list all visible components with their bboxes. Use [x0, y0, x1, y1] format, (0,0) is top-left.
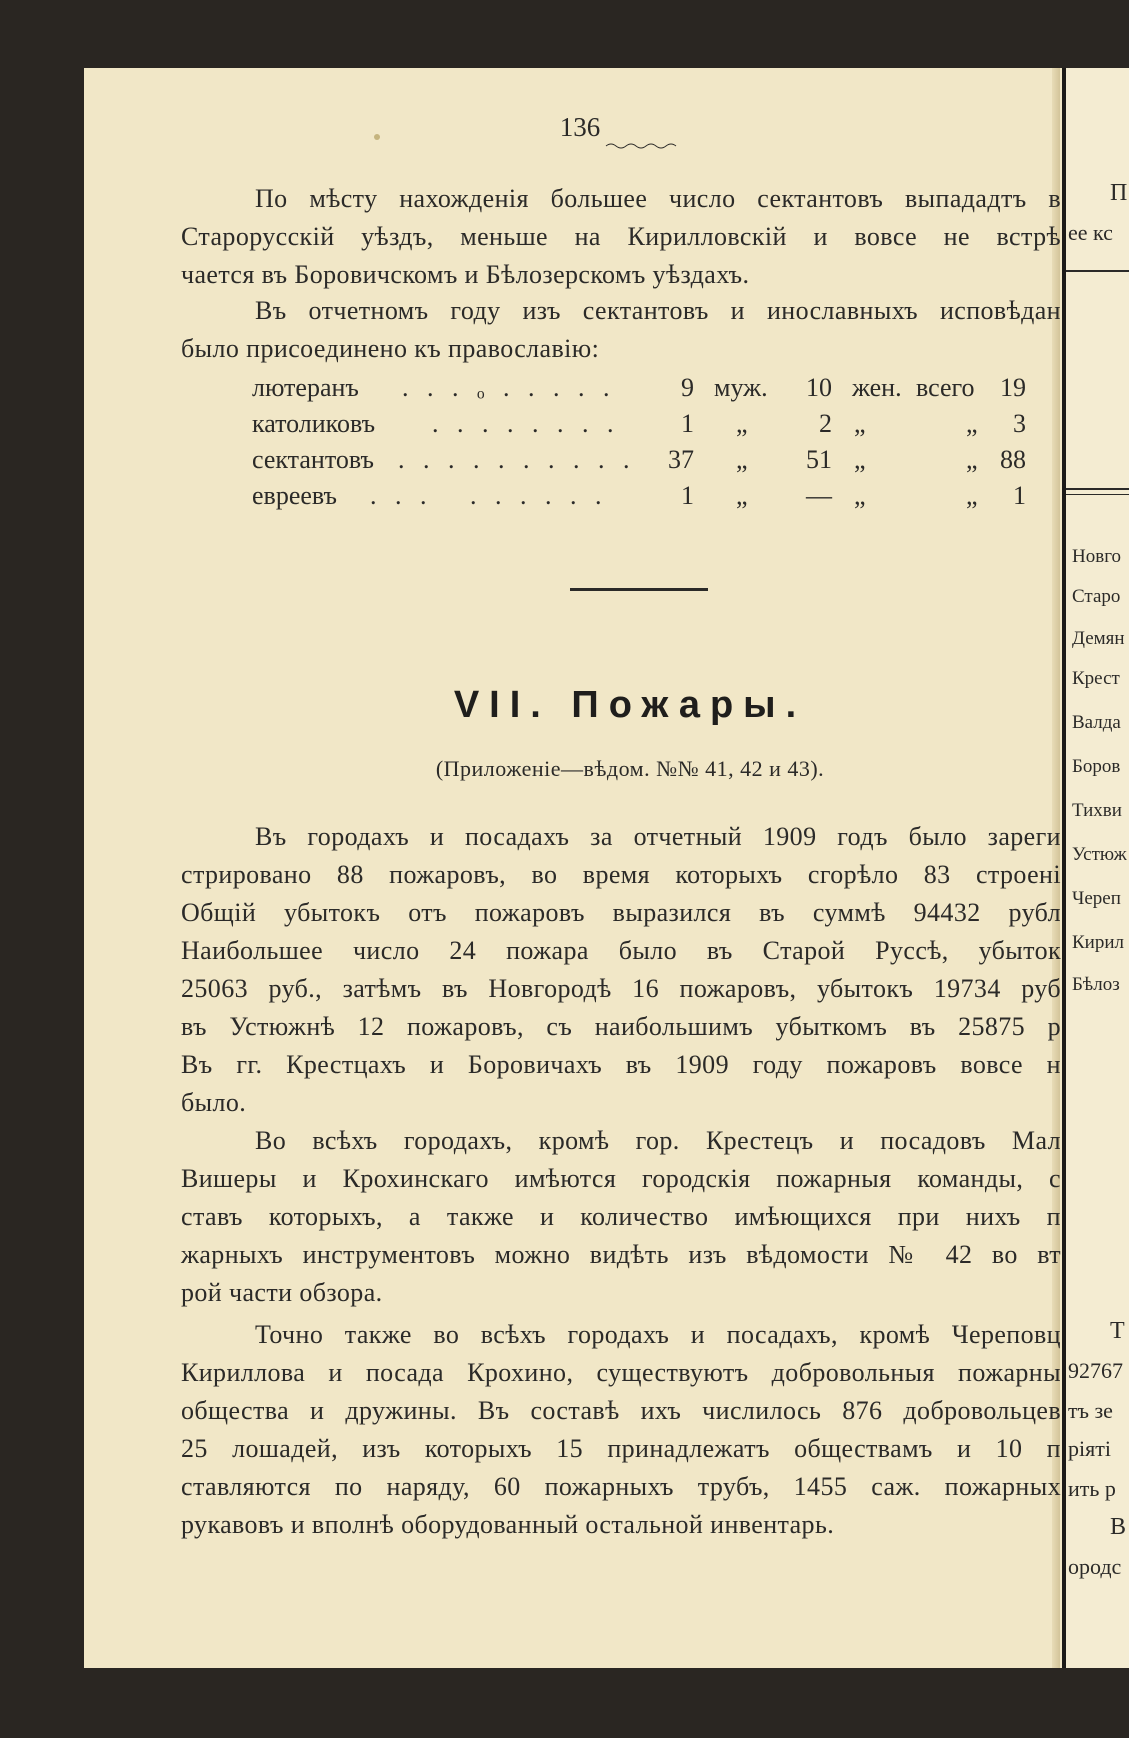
women-count: —: [806, 481, 832, 510]
adjacent-page-word: ріяті: [1068, 1436, 1111, 1461]
text-line: Общій убытокъ отъ пожаровъ выразился въ суммѣ 94432 рубл: [181, 898, 1061, 927]
adjacent-page-rule: [1066, 488, 1129, 490]
women-count: 51: [806, 445, 832, 474]
men-unit: „: [736, 445, 748, 474]
leader-dots: . . . . . . . . . .: [398, 445, 636, 474]
adjacent-page-word: Крест: [1072, 668, 1120, 689]
women-count: 10: [806, 373, 832, 402]
page-number: 136: [559, 112, 601, 142]
text-line: Во всѣхъ городахъ, кромѣ гор. Крестецъ и посадовъ Мал: [255, 1126, 1061, 1155]
text-line: Наибольшее число 24 пожара было въ Старой Руссѣ, убыток: [181, 936, 1061, 965]
section-divider: [570, 588, 708, 591]
text-line: Кириллова и посада Крохино, существуютъ добровольныя пожарны: [181, 1358, 1061, 1387]
table-row: [252, 445, 1032, 481]
adjacent-page-word: ородс: [1068, 1554, 1122, 1579]
total-count: 19: [1000, 373, 1026, 402]
total-label: „: [966, 481, 978, 510]
text-line: ставляются по наряду, 60 пожарныхъ трубъ, 1455 саж. пожарных: [181, 1472, 1061, 1501]
ornament-tilde: [606, 142, 676, 150]
text-line: общества и дружины. Въ составѣ ихъ числилось 876 добровольцев: [181, 1396, 1061, 1425]
adjacent-page-word: Бѣлоз: [1072, 974, 1120, 995]
text-line: Старорусскій уѣздъ, меньше на Кирилловскій и вовсе не встрѣ: [181, 222, 1061, 251]
men-count: 9: [681, 373, 694, 402]
adjacent-page-word: Старо: [1072, 586, 1121, 607]
paragraph-sectarians-location: [181, 180, 1061, 294]
total-count: 88: [1000, 445, 1026, 474]
adjacent-page-word: Демян: [1072, 628, 1125, 649]
men-count: 1: [681, 409, 694, 438]
text-line: Въ городахъ и посадахъ за отчетный 1909 годъ было зареги: [255, 822, 1061, 851]
row-label: лютеранъ: [252, 373, 359, 402]
men-unit: муж.: [714, 373, 768, 402]
adjacent-page-word: ить р: [1068, 1476, 1116, 1501]
adjacent-page-word: 92767: [1068, 1358, 1123, 1383]
text-line: рукавовъ и вполнѣ оборудованный остальной инвентарь.: [181, 1510, 835, 1539]
adjacent-page-word: Т: [1110, 1318, 1125, 1344]
men-unit: „: [736, 481, 748, 510]
total-count: 3: [1013, 409, 1026, 438]
paragraph-volunteer-societies: [181, 1316, 1061, 1544]
text-line: чается въ Боровичскомъ и Бѣлозерскомъ уѣздахъ.: [181, 260, 750, 289]
adjacent-page-word: Череп: [1072, 888, 1121, 909]
adjacent-page-rule: [1066, 270, 1129, 272]
table-row: [252, 373, 1032, 409]
row-label: евреевъ: [252, 481, 337, 510]
text-line: ставъ которыхъ, а также и количество имѣющихся при нихъ п: [181, 1202, 1061, 1231]
ink-dot: [374, 134, 380, 140]
text-line: рой части обзора.: [181, 1278, 383, 1307]
text-line: Точно также во всѣхъ городахъ и посадахъ, кромѣ Череповц: [255, 1320, 1061, 1349]
paragraph-fire-brigades: [181, 1122, 1061, 1312]
section-subheading: (Приложеніе—вѣдом. №№ 41, 42 и 43).: [435, 756, 825, 781]
women-unit: „: [854, 445, 866, 474]
total-label: „: [966, 409, 978, 438]
conversion-table: [252, 373, 1032, 517]
leader-dots: . . . . . . . .: [432, 409, 620, 438]
adjacent-page-word: Валда: [1072, 712, 1121, 733]
text-line: жарныхъ инструментовъ можно видѣть изъ вѣдомости № 42 во вт: [181, 1240, 1061, 1269]
paragraph-fires-summary: [181, 818, 1061, 1122]
men-count: 1: [681, 481, 694, 510]
adjacent-page-rule: [1066, 494, 1129, 495]
adjacent-page-word: Новго: [1072, 546, 1122, 567]
text-line: Вишеры и Крохинскаго имѣются городскія пожарныя команды, с: [181, 1164, 1061, 1193]
text-line: въ Устюжнѣ 12 пожаровъ, съ наибольшимъ убыткомъ въ 25875 р: [181, 1012, 1061, 1041]
text-line: было присоединено къ православію:: [181, 334, 600, 363]
text-line: стрировано 88 пожаровъ, во время которыхъ сгорѣло 83 строені: [181, 860, 1061, 889]
men-count: 37: [668, 445, 694, 474]
adjacent-page-word: Устюж: [1072, 844, 1127, 865]
row-label: сектантовъ: [252, 445, 374, 474]
women-unit: „: [854, 481, 866, 510]
row-label: католиковъ: [252, 409, 376, 438]
table-row: [252, 409, 1032, 445]
men-unit: „: [736, 409, 748, 438]
paragraph-conversions: [181, 292, 1061, 368]
text-line: было.: [181, 1088, 247, 1117]
adjacent-page-word: тъ зе: [1068, 1398, 1113, 1423]
total-label: „: [966, 445, 978, 474]
adjacent-page-word: Боров: [1072, 756, 1121, 777]
text-line: 25063 руб., затѣмъ въ Новгородѣ 16 пожаровъ, убытокъ 19734 руб: [181, 974, 1061, 1003]
adjacent-page-word: П: [1110, 180, 1128, 206]
women-count: 2: [819, 409, 832, 438]
total-label: всего: [916, 373, 975, 402]
text-line: По мѣсту нахожденія большее число сектантовъ выпададтъ в: [255, 184, 1061, 213]
women-unit: жен.: [852, 373, 902, 402]
women-unit: „: [854, 409, 866, 438]
text-line: Въ гг. Крестцахъ и Боровичахъ въ 1909 году пожаровъ вовсе н: [181, 1050, 1061, 1079]
adjacent-page-word: Кирил: [1072, 932, 1124, 953]
total-count: 1: [1013, 481, 1026, 510]
adjacent-page-word: В: [1110, 1514, 1127, 1540]
text-line: Въ отчетномъ году изъ сектантовъ и инославныхъ исповѣдан: [255, 296, 1061, 325]
section-heading: VII. Пожары.: [453, 684, 807, 726]
adjacent-page-strip: [1062, 68, 1129, 1668]
adjacent-page-word: Тихви: [1072, 800, 1122, 821]
leader-dots: . . . ₒ . . . . .: [402, 373, 616, 402]
adjacent-page-word: ее кс: [1068, 220, 1113, 245]
leader-dots: . . . . . . . . .: [370, 481, 608, 510]
text-line: 25 лошадей, изъ которыхъ 15 принадлежатъ обществамъ и 10 п: [181, 1434, 1061, 1463]
table-row: [252, 481, 1032, 517]
